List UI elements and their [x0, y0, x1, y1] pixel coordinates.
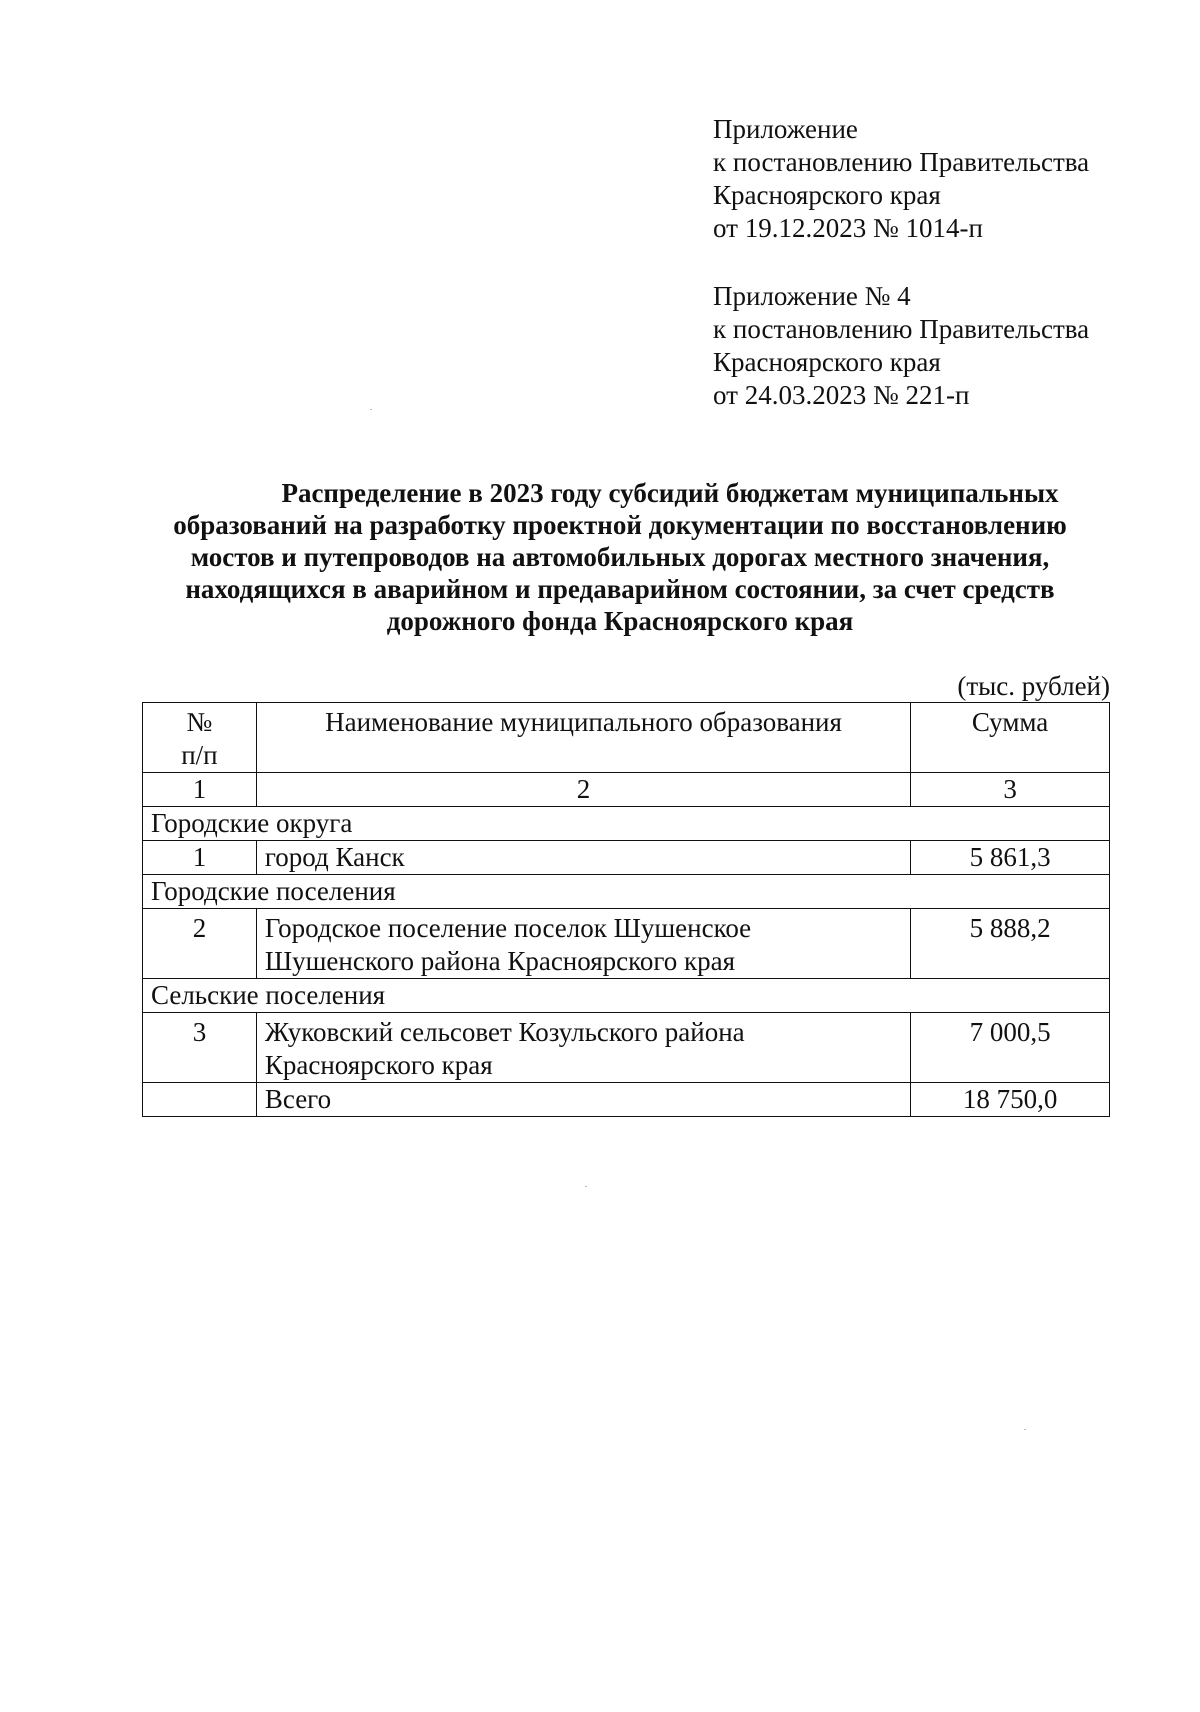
scan-speck	[1024, 1429, 1026, 1430]
column-number: 2	[256, 773, 910, 807]
total-number-cell	[143, 1083, 257, 1117]
row-name	[256, 841, 910, 875]
row-name	[256, 909, 910, 979]
group-label: Городские поселения	[143, 875, 1110, 909]
title-line: находящихся в аварийном и предаварийном состоянии, за счет средств	[185, 574, 1055, 604]
scan-speck	[585, 1186, 587, 1187]
row-name	[256, 1013, 910, 1083]
total-row	[143, 1083, 1110, 1117]
group-row	[143, 875, 1110, 909]
header-sum: Сумма	[911, 703, 1110, 773]
table-header-row	[143, 703, 1110, 773]
row-number: 3	[143, 1013, 257, 1083]
column-number: 3	[911, 773, 1110, 807]
title-line: образований на разработку проектной документации по восстановлению	[173, 510, 1067, 540]
column-number: 1	[143, 773, 257, 807]
attachment-line: от 24.03.2023 № 221-п	[713, 380, 970, 410]
header-number-line2: п/п	[181, 740, 218, 770]
total-label: Всего	[256, 1083, 910, 1117]
header-number-line1: №	[186, 707, 213, 737]
units-label: (тыс. рублей)	[957, 671, 1110, 701]
column-numbers-row	[143, 773, 1110, 807]
attachment-line: к постановлению Правительства	[713, 147, 1090, 177]
attachment-line: от 19.12.2023 № 1014-п	[713, 213, 983, 243]
group-label: Сельские поселения	[143, 979, 1110, 1013]
row-number: 1	[143, 841, 257, 875]
attachment-note-current	[713, 113, 1133, 245]
group-label: Городские округа	[143, 807, 1110, 841]
row-number: 2	[143, 909, 257, 979]
attachment-line: Приложение № 4	[713, 281, 911, 311]
row-sum: 5 888,2	[911, 909, 1110, 979]
document-title	[140, 477, 1100, 637]
group-row	[143, 979, 1110, 1013]
distribution-table	[142, 702, 1110, 1117]
attachment-note-original	[713, 280, 1133, 412]
table-row	[143, 1013, 1110, 1083]
row-name-line: Жуковский сельсовет Козульского района	[264, 1017, 745, 1047]
title-line: Распределение в 2023 году субсидий бюджетам муниципальных	[281, 478, 1059, 508]
group-row	[143, 807, 1110, 841]
scan-speck	[370, 409, 372, 410]
header-name: Наименование муниципального образования	[256, 703, 910, 773]
attachment-line: к постановлению Правительства	[713, 314, 1090, 344]
total-sum: 18 750,0	[911, 1083, 1110, 1117]
row-sum: 5 861,3	[911, 841, 1110, 875]
attachment-line: Красноярского края	[713, 180, 941, 210]
title-line: мостов и путепроводов на автомобильных дорогах местного значения,	[190, 542, 1050, 572]
attachment-line: Приложение	[713, 114, 858, 144]
header-number	[143, 703, 257, 773]
table-row	[143, 841, 1110, 875]
row-name-line: Шушенского района Красноярского края	[264, 946, 736, 976]
table-row	[143, 909, 1110, 979]
attachment-line: Красноярского края	[713, 347, 941, 377]
row-sum: 7 000,5	[911, 1013, 1110, 1083]
title-line: дорожного фонда Красноярского края	[386, 606, 854, 636]
row-name-line: Городское поселение поселок Шушенское	[264, 913, 752, 943]
row-name-line: город Канск	[264, 842, 405, 872]
row-name-line: Красноярского края	[264, 1050, 493, 1080]
